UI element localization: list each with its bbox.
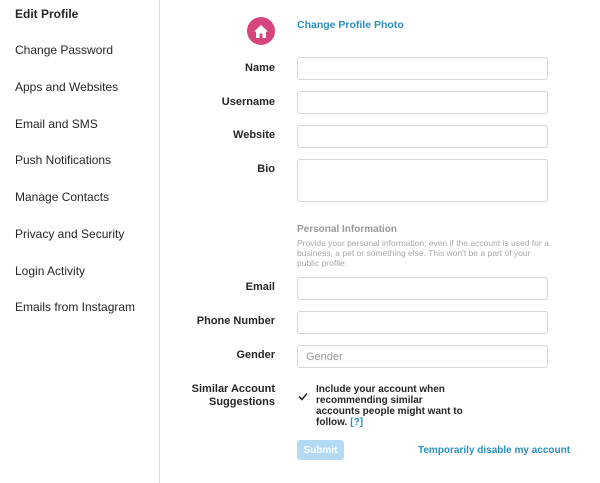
similar-account-suggestions-label: Similar Account Suggestions (191, 383, 275, 408)
sidebar-item-apps-and-websites[interactable]: Apps and Websites (15, 80, 119, 94)
sidebar-item-email-and-sms[interactable]: Email and SMS (15, 117, 98, 131)
similar-accounts-checkbox-text (316, 384, 466, 428)
gender-label: Gender (236, 349, 275, 361)
personal-information-heading: Personal Information (297, 224, 398, 235)
help-link[interactable]: [?] (350, 417, 364, 428)
avatar[interactable] (247, 17, 275, 45)
name-label: Name (245, 62, 275, 74)
website-input[interactable] (297, 125, 548, 148)
similar-accounts-checkbox-label: Include your account when recommending similar accounts people might want to follow. (316, 384, 463, 428)
similar-accounts-checkbox[interactable] (297, 390, 309, 402)
checkmark-icon (298, 392, 308, 401)
email-input[interactable] (297, 277, 548, 300)
house-icon (253, 24, 269, 39)
username-label: Username (221, 96, 275, 108)
similar-account-suggestions-option (297, 384, 466, 428)
bio-label: Bio (257, 163, 275, 175)
sidebar-item-emails-from-instagram[interactable]: Emails from Instagram (15, 300, 136, 314)
name-input[interactable] (297, 57, 548, 80)
personal-information-description: Provide your personal information, even if the account is used for a business, a pet or something else. This won't be a part of your public profile. (297, 238, 549, 268)
change-profile-photo-link[interactable]: Change Profile Photo (297, 19, 404, 31)
sidebar-item-edit-profile[interactable]: Edit Profile (15, 7, 79, 21)
phone-number-input[interactable] (297, 311, 548, 334)
sidebar-item-login-activity[interactable]: Login Activity (15, 264, 86, 278)
username-input[interactable] (297, 91, 548, 114)
gender-select[interactable]: Gender (297, 345, 548, 368)
submit-button[interactable]: Submit (297, 440, 344, 460)
sidebar-item-push-notifications[interactable]: Push Notifications (15, 153, 112, 167)
bio-textarea[interactable] (297, 159, 548, 202)
sidebar-item-change-password[interactable]: Change Password (15, 43, 114, 57)
temporarily-disable-account-link[interactable]: Temporarily disable my account (418, 445, 571, 456)
email-label: Email (245, 281, 275, 293)
phone-number-label: Phone Number (196, 315, 275, 327)
sidebar-item-privacy-and-security[interactable]: Privacy and Security (15, 227, 125, 241)
settings-sidebar (0, 0, 160, 483)
website-label: Website (233, 129, 275, 141)
sidebar-item-manage-contacts[interactable]: Manage Contacts (15, 190, 110, 204)
